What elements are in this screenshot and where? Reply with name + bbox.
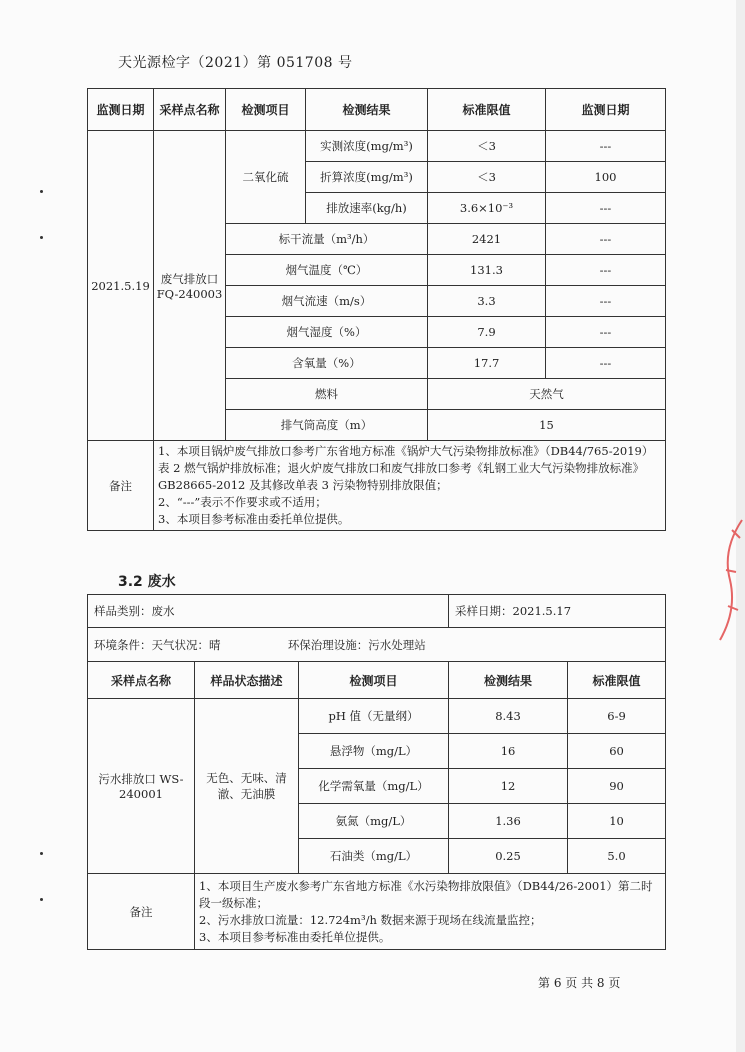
result: 2421 xyxy=(428,224,546,255)
item: 烟气温度（℃） xyxy=(226,255,428,286)
result: 天然气 xyxy=(428,379,666,410)
table-row xyxy=(88,628,666,662)
limit: --- xyxy=(546,286,666,317)
item: 标干流量（m³/h） xyxy=(226,224,428,255)
limit: 10 xyxy=(568,804,666,839)
sample-type: 样品类别：废水 xyxy=(88,595,449,628)
scan-mark xyxy=(40,236,43,239)
exhaust-gas-table xyxy=(87,88,666,531)
red-seal-fragment xyxy=(712,510,745,650)
result: 3.6×10⁻³ xyxy=(428,193,546,224)
limit: 5.0 xyxy=(568,839,666,874)
notes-row xyxy=(88,441,666,531)
result: 1.36 xyxy=(449,804,568,839)
item: 排放速率(kg/h) xyxy=(306,193,428,224)
col-header: 采样点名称 xyxy=(154,89,226,131)
limit: 100 xyxy=(546,162,666,193)
item: 烟气湿度（%） xyxy=(226,317,428,348)
item: 化学需氧量（mg/L） xyxy=(299,769,449,804)
env-row xyxy=(88,628,666,662)
note-line: 2、污水排放口流量：12.724m³/h 数据来源于现场在线流量监控； xyxy=(199,912,542,927)
limit: 6-9 xyxy=(568,699,666,734)
col-header: 标准限值 xyxy=(568,662,666,699)
result: 12 xyxy=(449,769,568,804)
monitor-date: 2021.5.19 xyxy=(88,131,154,441)
result: ＜3 xyxy=(428,162,546,193)
notes-cell xyxy=(195,874,666,950)
section-title: 3.2 废水 xyxy=(118,574,176,590)
item: 实测浓度(mg/m³) xyxy=(306,131,428,162)
table-row xyxy=(88,699,666,734)
sampling-point: 废气排放口 FQ-240003 xyxy=(154,131,226,441)
wastewater-table xyxy=(87,594,666,950)
limit: --- xyxy=(546,131,666,162)
note-line: 2、“---”表示不作要求或不适用； xyxy=(158,495,327,509)
result: 3.3 xyxy=(428,286,546,317)
item: 氨氮（mg/L） xyxy=(299,804,449,839)
limit: 60 xyxy=(568,734,666,769)
item: 燃料 xyxy=(226,379,428,410)
limit: --- xyxy=(546,317,666,348)
document-number: 天光源检字（2021）第 051708 号 xyxy=(118,55,353,71)
sample-state: 无色、无味、清澈、无油膜 xyxy=(195,699,299,874)
page-number: 第 6 页 共 8 页 xyxy=(538,976,621,990)
notes-label: 备注 xyxy=(88,441,154,531)
limit: 90 xyxy=(568,769,666,804)
note-line: 3、本项目参考标准由委托单位提供。 xyxy=(199,929,391,944)
scan-mark xyxy=(40,898,43,901)
item: 烟气流速（m/s） xyxy=(226,286,428,317)
table-row xyxy=(88,131,666,162)
sample-date: 采样日期：2021.5.17 xyxy=(449,595,666,628)
col-header: 样品状态描述 xyxy=(195,662,299,699)
note-line: 1、本项目生产废水参考广东省地方标准《水污染物排放限值》（DB44/26-2001）第二时段一级标准； xyxy=(199,878,653,910)
notes-row xyxy=(88,874,666,950)
result: ＜3 xyxy=(428,131,546,162)
item: pH 值（无量纲） xyxy=(299,699,449,734)
table-row xyxy=(88,595,666,628)
item: 排气筒高度（m） xyxy=(226,410,428,441)
sampling-point: 污水排放口 WS-240001 xyxy=(88,699,195,874)
result: 131.3 xyxy=(428,255,546,286)
result: 15 xyxy=(428,410,666,441)
result: 17.7 xyxy=(428,348,546,379)
note-line: 3、本项目参考标准由委托单位提供。 xyxy=(158,512,350,526)
result: 16 xyxy=(449,734,568,769)
result: 8.43 xyxy=(449,699,568,734)
result: 0.25 xyxy=(449,839,568,874)
facility: 环保治理设施：污水处理站 xyxy=(287,637,426,652)
result: 7.9 xyxy=(428,317,546,348)
item: 悬浮物（mg/L） xyxy=(299,734,449,769)
notes-label: 备注 xyxy=(88,874,195,950)
note-line: 1、本项目锅炉废气排放口参考广东省地方标准《锅炉大气污染物排放标准》（DB44/765-2019）表 2 燃气锅炉排放标准；退火炉废气排放口和废气排放口参考《轧钢工业大气污染物排放标准》GB28665-2012 及其修改单表 3 污染物特别排放限值； xyxy=(158,444,654,492)
col-header: 监测日期 xyxy=(546,89,666,131)
col-header: 采样点名称 xyxy=(88,662,195,699)
col-header: 检测结果 xyxy=(306,89,428,131)
col-header: 检测结果 xyxy=(449,662,568,699)
table-header-row xyxy=(88,89,666,131)
col-header: 标准限值 xyxy=(428,89,546,131)
item: 折算浓度(mg/m³) xyxy=(306,162,428,193)
col-header: 监测日期 xyxy=(88,89,154,131)
limit: --- xyxy=(546,348,666,379)
notes-cell xyxy=(154,441,666,531)
limit: --- xyxy=(546,224,666,255)
item: 含氧量（%） xyxy=(226,348,428,379)
col-header: 检测项目 xyxy=(226,89,306,131)
item: 石油类（mg/L） xyxy=(299,839,449,874)
limit: --- xyxy=(546,193,666,224)
so2-label: 二氧化硫 xyxy=(226,131,306,224)
col-header: 检测项目 xyxy=(299,662,449,699)
scan-mark xyxy=(40,190,43,193)
env-conditions: 环境条件：天气状况：晴 xyxy=(94,637,221,652)
table-header-row xyxy=(88,662,666,699)
scan-mark xyxy=(40,852,43,855)
limit: --- xyxy=(546,255,666,286)
